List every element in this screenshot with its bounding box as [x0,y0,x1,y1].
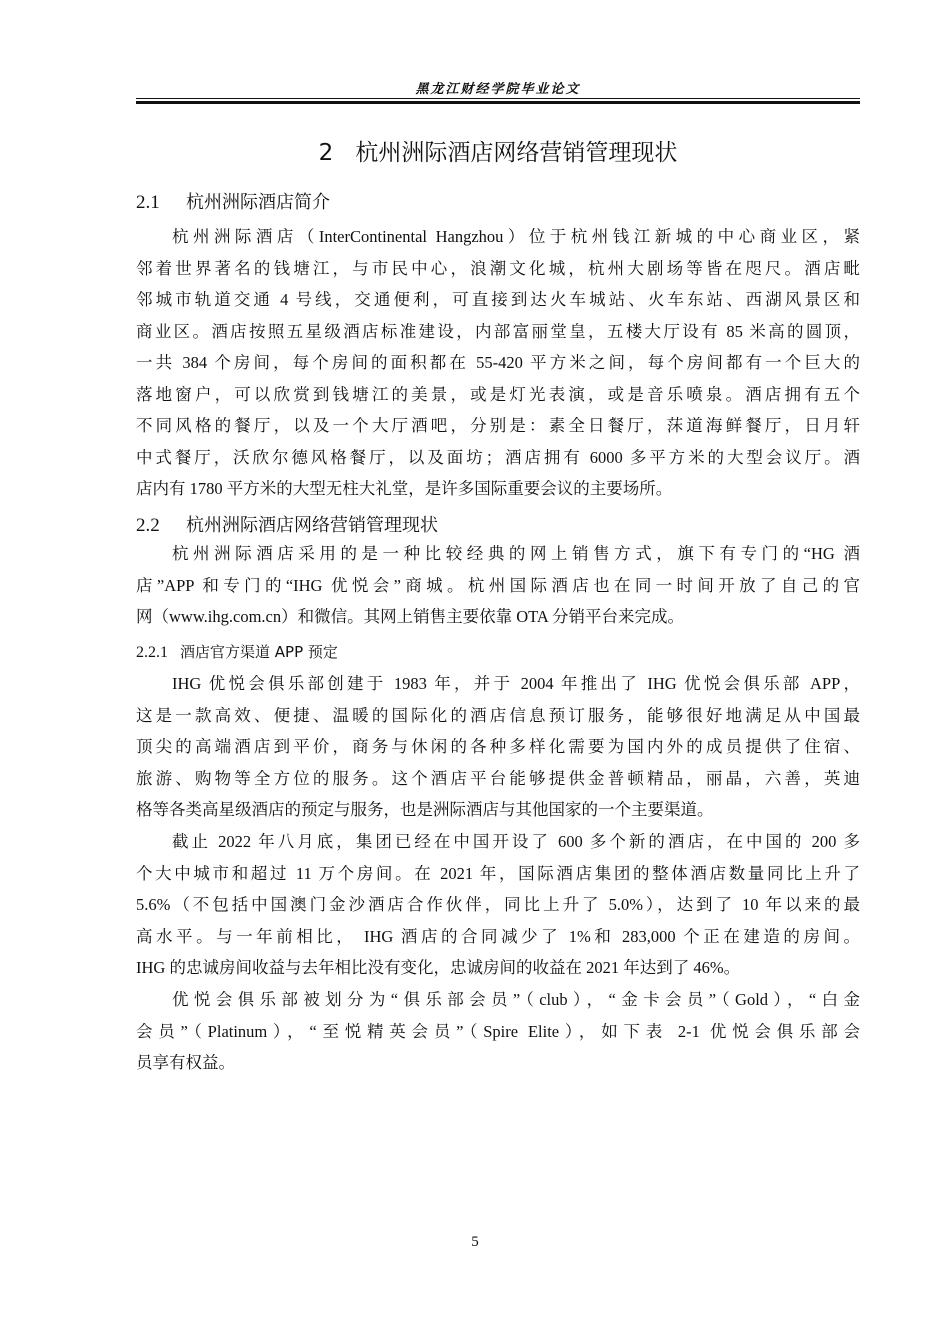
text-line: 商业区。酒店按照五星级酒店标准建设，内部富丽堂皇，五楼大厅设有 85 米高的圆顶， [136,321,861,341]
text-line: 高水平。与一年前相比， IHG 酒店的合同减少了 1%和 283,000 个正在建造的房间。 [136,926,860,946]
text-line: 5.6%（不包括中国澳门金沙酒店合作伙伴，同比上升了 5.0%），达到了 10 年以来的最 [136,895,860,914]
paragraph-online-marketing [136,538,860,633]
section-title: 杭州洲际酒店简介 [186,192,330,213]
header-rule-thin [136,98,860,99]
text-line: 旅游、购物等全方位的服务。这个酒店平台能够提供金普顿精品，丽晶，六善，英迪 [136,768,860,788]
text-line: 落地窗户，可以欣赏到钱塘江的美景，或是灯光表演，或是音乐喷泉。酒店拥有五个 [136,384,860,404]
paragraph-membership-tiers [136,984,860,1079]
text-line: 店内有 1780 平方米的大型无柱大礼堂，是许多国际重要会议的主要场所。 [136,479,673,498]
text-line: 邻城市轨道交通 4 号线，交通便利，可直接到达火车城站、火车东站、西湖风景区和 [136,290,860,309]
text-line: IHG 优悦会俱乐部创建于 1983 年，并于 2004 年推出了 IHG 优悦会俱乐部 APP， [172,674,860,693]
section-heading-2-2 [136,511,438,537]
text-line: 这是一款高效、便捷、温暖的国际化的酒店信息预订服务，能够很好地满足从中国最 [136,705,860,725]
text-line: 杭州洲际酒店（InterContinental Hangzhou）位于杭州钱江新城的中心商业区，紧 [172,227,860,246]
section-number: 2.2 [136,515,160,536]
text-line: 会员”（Platinum），“至悦精英会员”（Spire Elite），如下表 2-1 优悦会俱乐部会 [136,1021,860,1041]
paragraph-ihg-app [136,668,860,826]
chapter-number: 2 [318,140,334,166]
text-line: 一共 384 个房间，每个房间的面积都在 55-420 平方米之间，每个房间都有一个巨大的 [136,353,860,372]
text-line: 顶尖的高端酒店到平价，商务与休闲的各种多样化需要为国内外的成员提供了住宿、 [136,737,860,756]
chapter-title: 杭州洲际酒店网络营销管理现状 [355,140,678,166]
subsection-number: 2.2.1 [136,644,168,661]
text-line: 优悦会俱乐部被划分为“俱乐部会员”（club），“金卡会员”（Gold），“白金 [172,990,860,1009]
text-line: 网（www.ihg.com.cn）和微信。其网上销售主要依靠 OTA 分销平台来完成。 [136,607,685,626]
paragraph-hotel-intro [136,221,860,505]
text-line: 员享有权益。 [136,1053,235,1072]
subsection-title: 酒店官方渠道 APP 预定 [180,643,338,661]
section-title: 杭州洲际酒店网络营销管理现状 [186,515,438,536]
page-number: 5 [471,1234,479,1250]
text-line: 个大中城市和超过 11 万个房间。在 2021 年，国际酒店集团的整体酒店数量同比上升了 [136,863,860,883]
paragraph-group-stats [136,826,860,984]
chapter-heading [136,134,860,167]
text-line: 店”APP 和专门的“IHG 优悦会”商城。杭州国际酒店也在同一时间开放了自己的官 [136,575,860,595]
text-line: 格等各类高星级酒店的预定与服务，也是洲际酒店与其他国家的一个主要渠道。 [136,800,714,819]
text-line: 中式餐厅，沃欣尔德风格餐厅，以及面坊；酒店拥有 6000 多平方米的大型会议厅。酒 [136,447,860,467]
text-line: 邻着世界著名的钱塘江，与市民中心，浪潮文化城，杭州大剧场等皆在咫尺。酒店毗 [136,258,860,278]
header-rule-thick [136,101,860,104]
text-line: 杭州洲际酒店采用的是一种比较经典的网上销售方式，旗下有专门的“HG 酒 [172,544,860,563]
section-number: 2.1 [136,192,160,213]
running-header-title: 黑龙江财经学院毕业论文 [415,82,581,97]
subsection-heading-2-2-1 [136,641,338,662]
section-heading-2-1 [136,188,330,214]
text-line: 不同风格的餐厅，以及一个大厅酒吧，分别是：素全日餐厅，莯道海鲜餐厅，日月轩 [136,416,860,435]
text-line: 截止 2022 年八月底，集团已经在中国开设了 600 多个新的酒店，在中国的 200 多 [172,832,860,851]
text-line: IHG 的忠诚房间收益与去年相比没有变化，忠诚房间的收益在 2021 年达到了 46%。 [136,958,741,977]
